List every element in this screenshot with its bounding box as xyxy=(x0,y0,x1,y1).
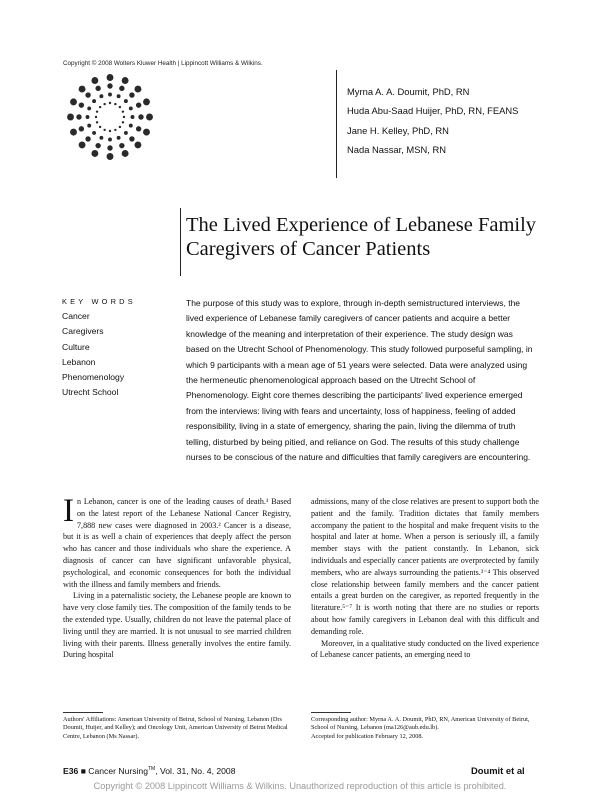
drop-cap: I xyxy=(63,493,74,529)
body-paragraph: Living in a paternalistic society, the Lebanese people are known to have very close family ties. The composition of the family tends to be the extended type. Usually, children do not leave the paternal place of living until they are married. It is not unusual to see married children living with their parents. Illness generally involves the entire family. During hospital xyxy=(63,591,291,660)
page-footer xyxy=(63,766,235,776)
body-column-right xyxy=(311,496,539,661)
square-bullet-icon: ■ xyxy=(80,766,86,776)
page-number: E36 xyxy=(63,766,79,776)
footnote-affiliations: Authors' Affiliations: American University of Beirut, School of Nursing, Lebanon (Drs Doumit, Huijer, and Kelley); and Oncology Unit, American University of Beirut Medical Centre, Lebanon (Ms Nassar). xyxy=(63,716,288,740)
journal-logo-icon xyxy=(66,73,154,161)
author-name: Huda Abu-Saad Huijer, PhD, RN, FEANS xyxy=(347,105,519,117)
author-name: Jane H. Kelley, PhD, RN xyxy=(347,124,449,136)
title-rule xyxy=(180,208,181,276)
keyword-item: Utrecht School xyxy=(62,387,119,398)
author-name: Nada Nassar, MSN, RN xyxy=(347,143,446,155)
keyword-item: Phenomenology xyxy=(62,372,125,383)
body-paragraph: admissions, many of the close relatives are present to support both the patient and the family. Tradition dictates that family members accompany the patient to the hospital and make frequent visits to the hospital and later at home. When a person is seriously ill, a family member stays with the patient constantly. In Lebanon, sick individuals and especially cancer patients are overprotected by family members, who are always surrounding the patients.³⁻⁴ This observed close relationship between family members and the cancer patient entails a great burden on the caregiver, as reported frequently in the literature.⁵⁻⁷ It is worth noting that there are no studies or reports about how family caregivers in Lebanon deal with this difficult and demanding role. xyxy=(311,497,539,636)
keyword-item: Caregivers xyxy=(62,326,104,337)
copyright-watermark: Copyright © 2008 Lippincott Williams & Wilkins. Unauthorized reproduction of this article is prohibited. xyxy=(93,781,507,791)
footnote-correspondence: Corresponding author: Myrna A. A. Doumit, PhD, RN, American University of Beirut, School of Nursing, Lebanon (ma126@aub.edu.lb). Accepted for publication February 12, 2008. xyxy=(311,716,530,740)
author-divider-line xyxy=(336,70,337,178)
body-column-left xyxy=(63,493,291,661)
running-author: Doumit et al xyxy=(471,765,525,776)
keywords-heading: KEY WORDS xyxy=(62,297,136,306)
header-copyright: Copyright © 2008 Wolters Kluwer Health | Lippincott Williams & Wilkins. xyxy=(63,60,263,67)
article-title-line: Caregivers of Cancer Patients xyxy=(186,238,431,260)
body-paragraph: Moreover, in a qualitative study conducted on the lived experience of Lebanese cancer patients, an emerging need to xyxy=(311,638,539,660)
keywords-list xyxy=(62,309,124,401)
journal-name: Cancer Nursing xyxy=(88,766,148,776)
trademark: TM xyxy=(147,766,156,773)
footnote-rule xyxy=(311,712,351,713)
keyword-item: Cancer xyxy=(62,311,90,321)
author-name: Myrna A. A. Doumit, PhD, RN xyxy=(347,86,470,97)
abstract-text: The purpose of this study was to explore, through in-depth semistructured interviews, the lived experience of Lebanese family caregivers of cancer patients and acquire a better knowledge of the meaning and interpretation of their experience. The study design was based on the Utrecht School of Phenomenology. This study followed purposeful sampling, in which 9 participants with a mean age of 51 years were selected. Data were analyzed using the hermeneutic phenomenological approach based on the Utrecht School of Phenomenology. Eight core themes describing the participants' lived experience emerged from the interviews: living with fears and uncertainty, loss of happiness, feeling of added responsibility, living in a state of emergency, sharing the pain, living the dilemma of truth telling, disturbed by being pitied, and reliance on God. The results of this study challenge nurses to be conscious of the nature and difficulties that family caregivers are encountering. xyxy=(186,298,533,463)
footnote-rule xyxy=(63,712,103,713)
keyword-item: Lebanon xyxy=(62,356,96,367)
author-list xyxy=(347,82,518,159)
keyword-item: Culture xyxy=(62,341,90,352)
article-title xyxy=(186,213,546,261)
journal-issue: , Vol. 31, No. 4, 2008 xyxy=(155,766,236,776)
article-title-line: The Lived Experience of Lebanese Family xyxy=(186,214,537,236)
body-paragraph: In Lebanon, cancer is one of the leading causes of death.¹ Based on the latest report of the Lebanese National Cancer Registry, 7,888 new cases were diagnosed in 2003.² Cancer is a disease, but it is as well a chain of experiences that deeply affect the person who has cancer and those individuals who share the experience. A diagnosis of cancer can have significant unfavorable physical, psychological, and economic consequences for both the individual with the illness and family members and friends. xyxy=(63,493,291,589)
